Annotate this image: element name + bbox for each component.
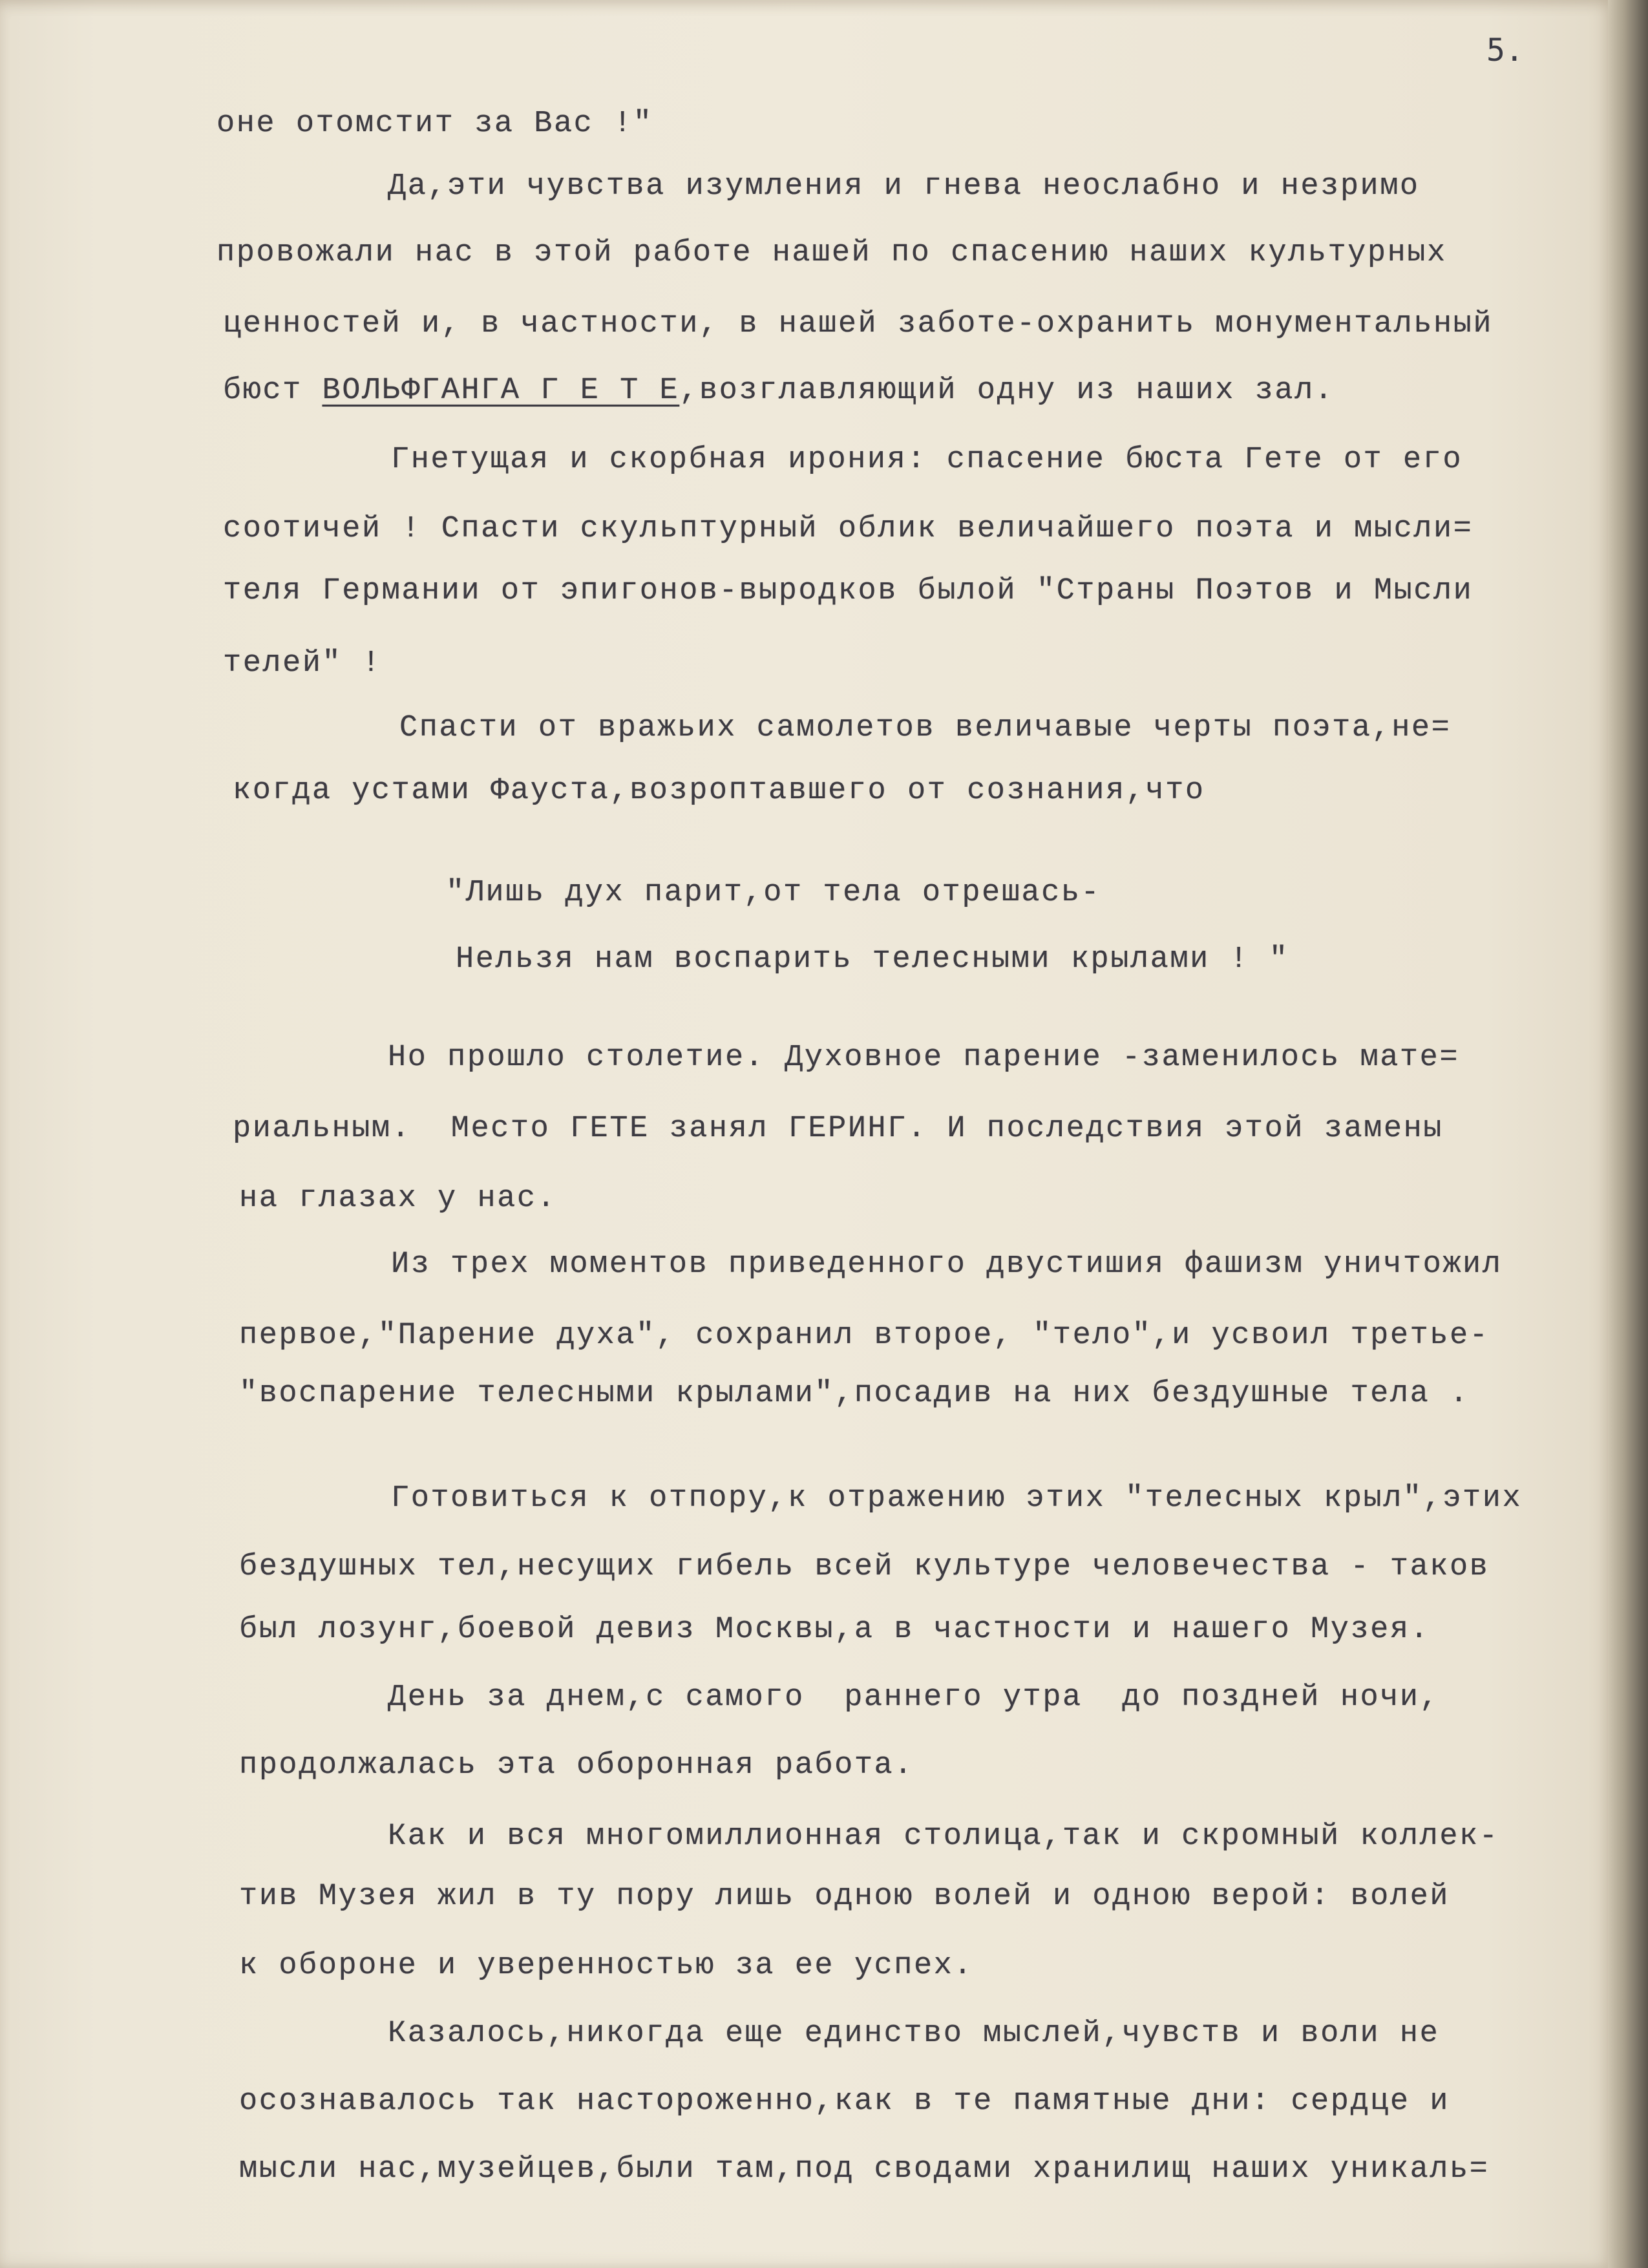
text-line: на глазах у нас.	[239, 1182, 557, 1216]
text-line: продолжалась эта оборонная работа.	[239, 1748, 914, 1783]
text-line: когда устами Фауста,возроптавшего от сознания,что	[233, 774, 1205, 808]
text-line: Гнетущая и скорбная ирония: спасение бюста Гете от его	[391, 443, 1463, 477]
text-line: осознавалось так настороженно,как в те памятные дни: сердце и	[239, 2084, 1450, 2119]
page-edge-shadow	[1608, 0, 1648, 2268]
text-fragment	[302, 374, 322, 408]
text-line: был лозунг,боевой девиз Москвы,а в частности и нашего Музея.	[239, 1613, 1430, 1647]
text-line: ценностей и, в частности, в нашей заботе-охранить монументальный	[223, 307, 1494, 341]
text-line: телей" !	[223, 646, 382, 681]
text-line: Из трех моментов приведенного двустишия фашизм уничтожил	[391, 1247, 1503, 1282]
underlined-name: ВОЛЬФГАНГА Г Е Т Е	[322, 374, 680, 408]
text-line: риальным. Место ГЕТЕ занял ГЕРИНГ. И последствия этой замены	[233, 1112, 1443, 1146]
text-line: соотичей ! Спасти скульптурный облик величайшего поэта и мысли=	[223, 512, 1474, 546]
quote-line: "Лишь дух парит,от тела отрешась-	[446, 876, 1101, 910]
quote-line: Нельзя нам воспарить телесными крылами ! "	[456, 942, 1289, 977]
text-line: Да,эти чувства изумления и гнева неослабно и незримо	[388, 169, 1420, 204]
text-fragment: бюст	[223, 374, 302, 408]
text-line: мысли нас,музейцев,были там,под сводами хранилищ наших уникаль=	[239, 2152, 1490, 2187]
text-line: Готовиться к отпору,к отражению этих "телесных крыл",этих	[391, 1481, 1523, 1516]
text-line: теля Германии от эпигонов-выродков былой "Страны Поэтов и Мысли	[223, 574, 1474, 608]
text-line: "воспарение телесными крылами",посадив на них бездушные тела .	[239, 1377, 1470, 1411]
text-line: Но прошло столетие. Духовное парение -заменилось мате=	[388, 1041, 1460, 1075]
text-line-with-underline	[223, 374, 1335, 408]
text-line: Казалось,никогда еще единство мыслей,чувств и воли не	[388, 2017, 1440, 2051]
text-line: День за днем,с самого раннего утра до поздней ночи,	[388, 1680, 1440, 1715]
text-line: бездушных тел,несущих гибель всей культуре человечества - таков	[239, 1550, 1490, 1584]
text-line: провожали нас в этой работе нашей по спасению наших культурных	[217, 236, 1447, 270]
text-line: к обороне и уверенностью за ее успех.	[239, 1949, 974, 1983]
text-line: оне отомстит за Вас !"	[217, 107, 653, 141]
page-number: 5.	[1486, 32, 1524, 69]
text-line: Спасти от вражьих самолетов величавые черты поэта,не=	[399, 711, 1452, 745]
text-line: первое,"Парение духа", сохранил второе, "тело",и усвоил третье-	[239, 1319, 1490, 1353]
text-fragment: ,возглавляющий одну из наших зал.	[679, 374, 1335, 408]
text-line: Как и вся многомиллионная столица,так и скромный коллек-	[388, 1819, 1499, 1854]
text-line: тив Музея жил в ту пору лишь одною волей и одною верой: волей	[239, 1880, 1450, 1914]
